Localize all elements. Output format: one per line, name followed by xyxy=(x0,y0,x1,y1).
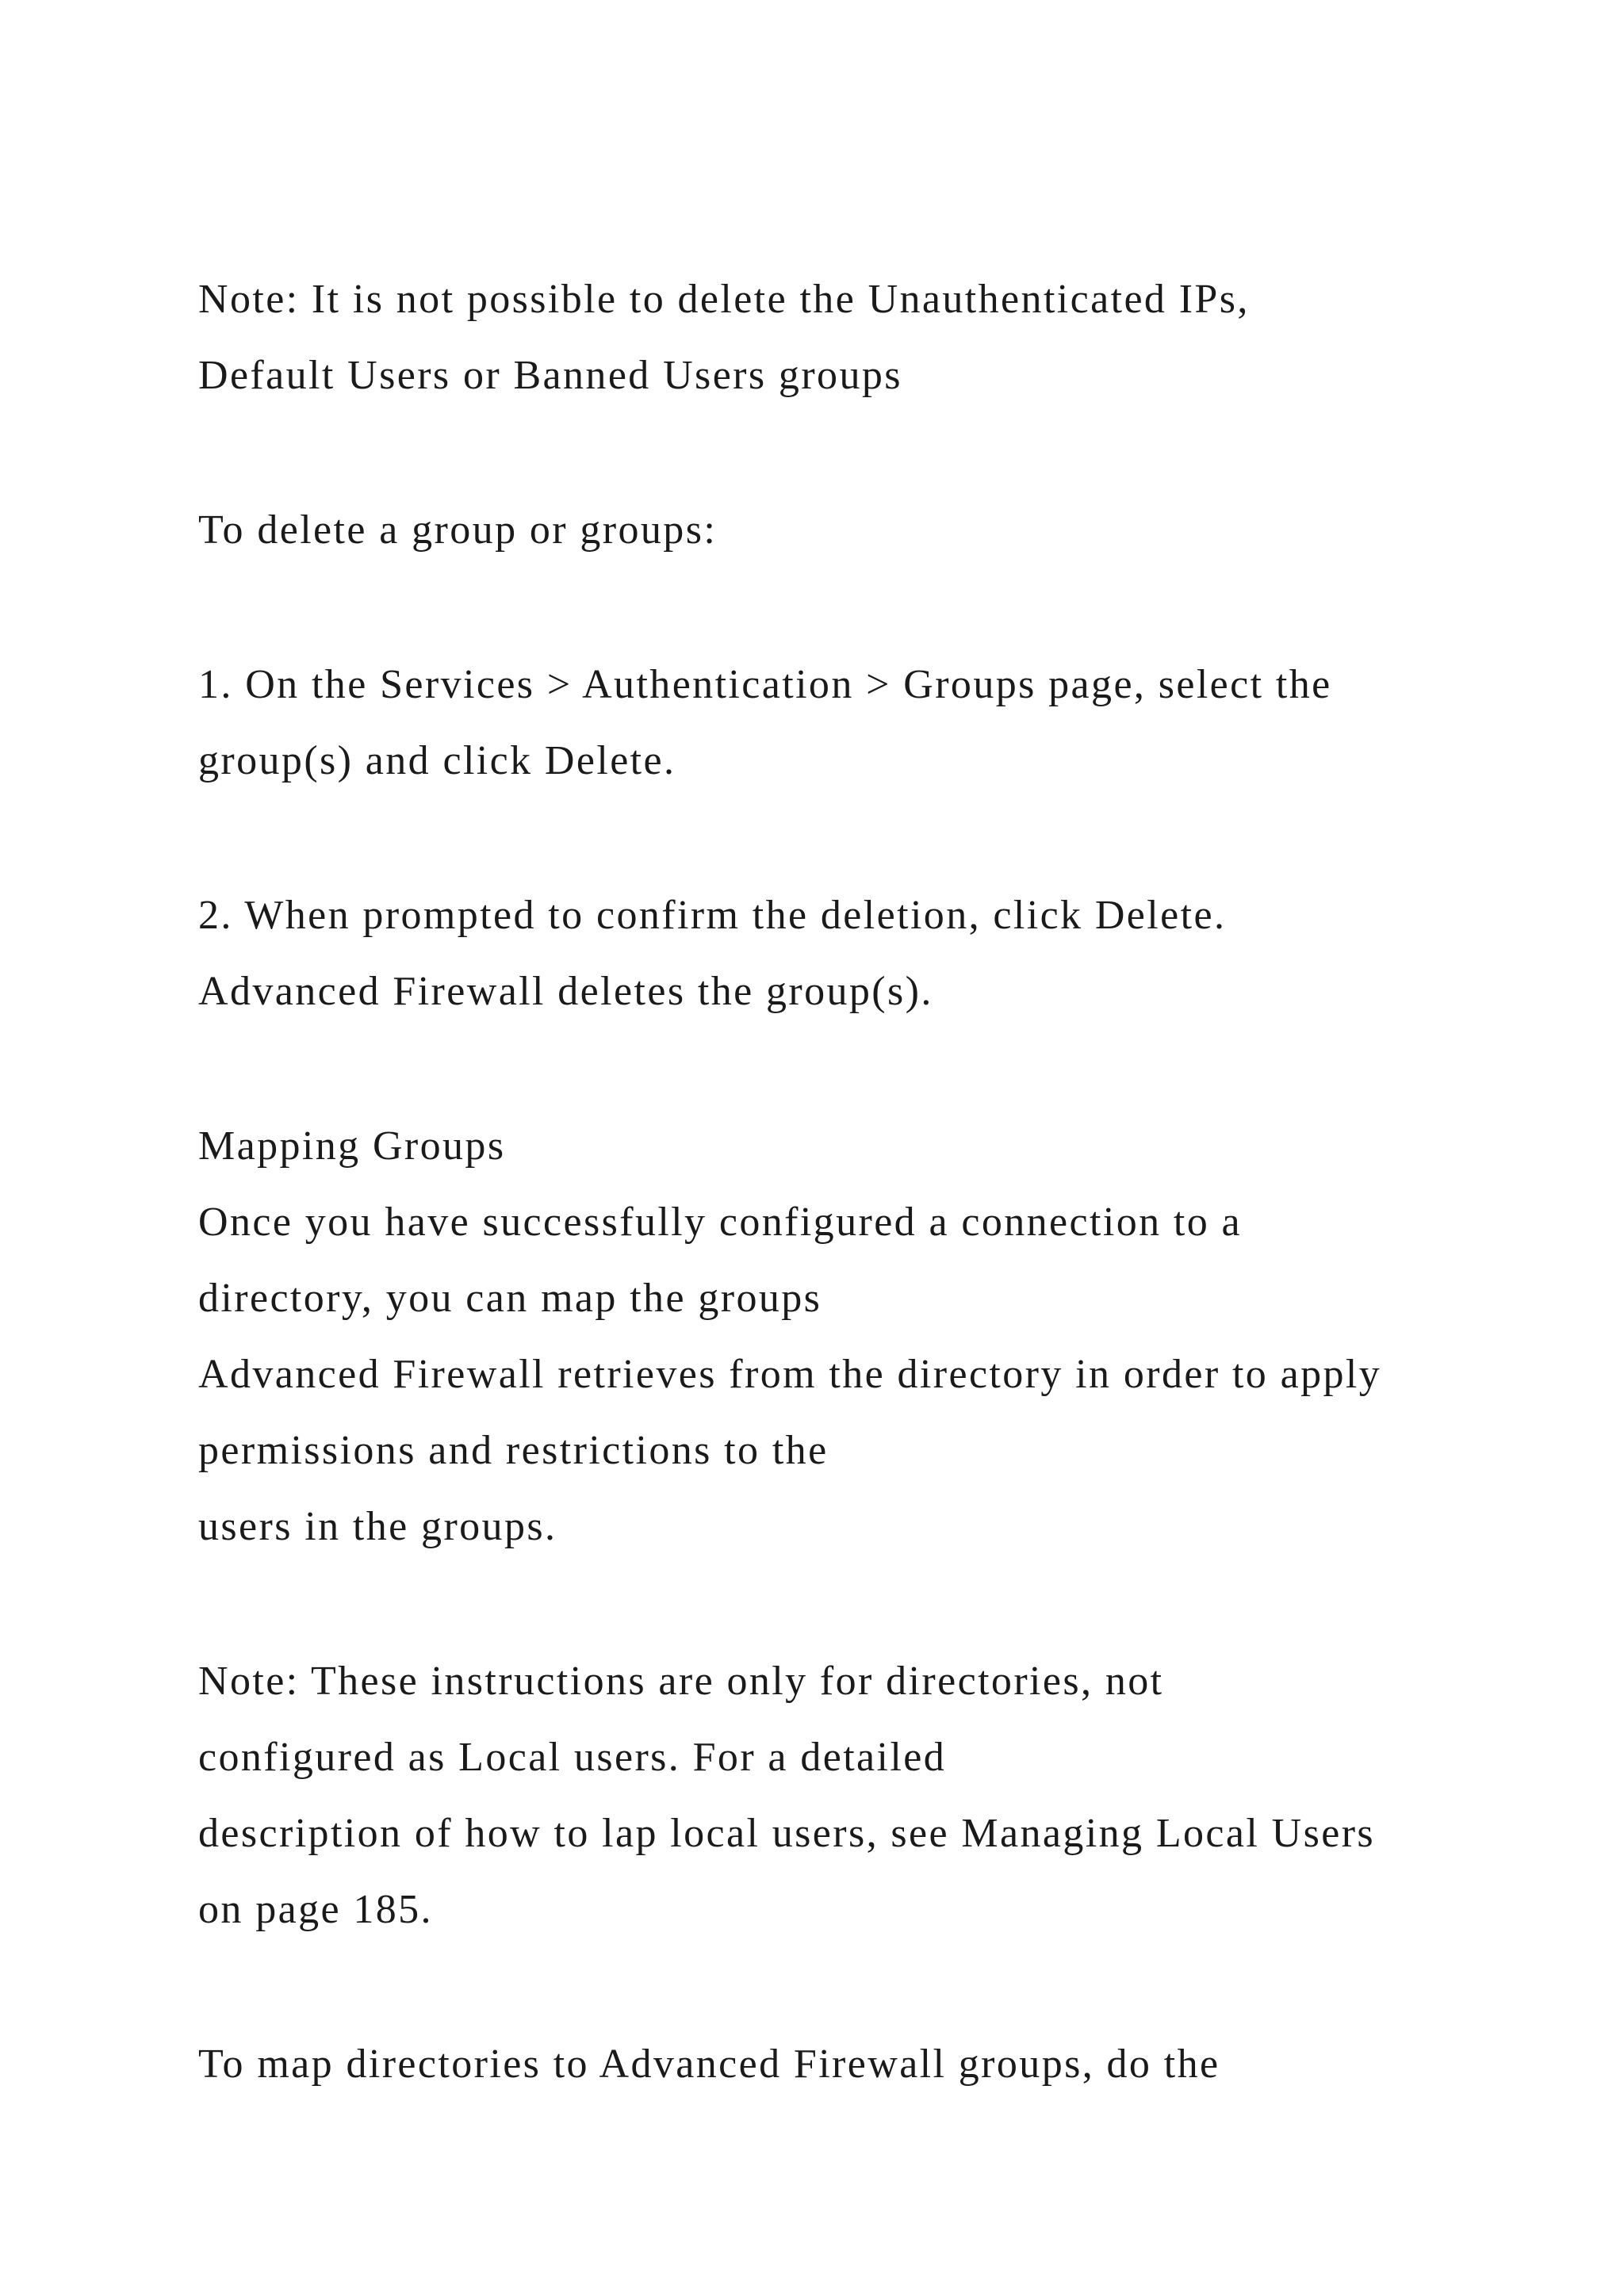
delete-groups-intro: To delete a group or groups: xyxy=(198,507,718,553)
map-directories-intro: To map directories to Advanced Firewall groups, do the xyxy=(198,2042,1220,2087)
mapping-paragraph-line-2: directory, you can map the groups xyxy=(198,1276,822,1321)
mapping-paragraph-line-5: users in the groups. xyxy=(198,1504,557,1549)
step-2-line-1: 2. When prompted to confirm the deletion, click Delete. xyxy=(198,893,1227,938)
mapping-paragraph-line-3: Advanced Firewall retrieves from the directory in order to apply xyxy=(198,1352,1382,1397)
mapping-paragraph-line-4: permissions and restrictions to the xyxy=(198,1428,829,1473)
mapping-paragraph-line-1: Once you have successfully configured a connection to a xyxy=(198,1200,1243,1245)
note-directories-line-4: on page 185. xyxy=(198,1887,433,1932)
section-heading-mapping-groups: Mapping Groups xyxy=(198,1123,506,1169)
step-1-line-1: 1. On the Services > Authentication > Groups page, select the xyxy=(198,662,1332,707)
note-directories-line-2: configured as Local users. For a detailed xyxy=(198,1735,947,1780)
note-delete-restriction-line-1: Note: It is not possible to delete the Unauthenticated IPs, xyxy=(198,277,1250,322)
note-directories-line-1: Note: These instructions are only for directories, not xyxy=(198,1659,1164,1704)
note-directories-line-3: description of how to lap local users, see Managing Local Users xyxy=(198,1811,1376,1856)
step-1-line-2: group(s) and click Delete. xyxy=(198,738,676,783)
note-delete-restriction-line-2: Default Users or Banned Users groups xyxy=(198,353,902,398)
step-2-line-2: Advanced Firewall deletes the group(s). xyxy=(198,969,933,1014)
